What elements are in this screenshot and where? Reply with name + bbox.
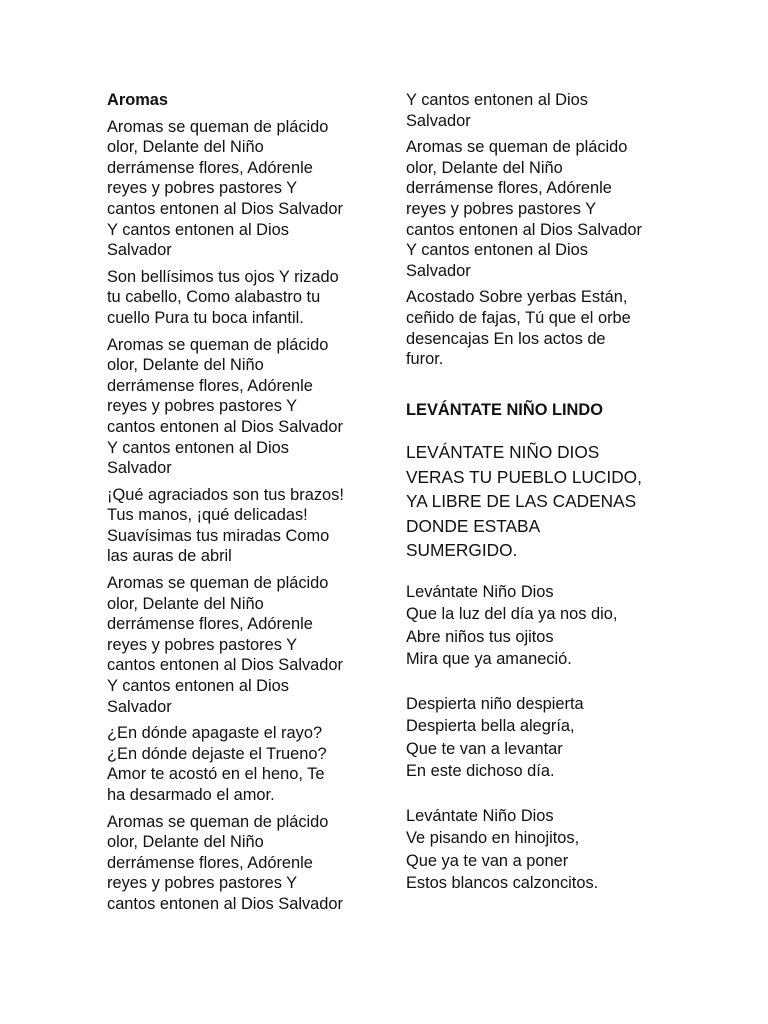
verse-paragraph: Son bellísimos tus ojos Y rizado tu cabello, Como alabastro tu cuello Pura tu boca infantil.	[107, 267, 339, 327]
verse-paragraph: Aromas se queman de plácido olor, Delante del Niño derrámense flores, Adórenle reyes y pobres pastores Y cantos entonen al Dios Salvador Y cantos entonen al Dios Salvador	[107, 335, 343, 478]
stanza: Despierta niño despierta Despierta bella alegría, Que te van a levantar En este dichoso día.	[406, 694, 584, 781]
stanza: Levántate Niño Dios Que la luz del día ya nos dio, Abre niños tus ojitos Mira que ya amaneció.	[406, 582, 618, 669]
verse-paragraph: Aromas se queman de plácido olor, Delante del Niño derrámense flores, Adórenle reyes y pobres pastores Y cantos entonen al Dios Salvador Y cantos entonen al Dios Salvador	[107, 574, 343, 716]
verse-paragraph: Acostado Sobre yerbas Están, ceñido de fajas, Tú que el orbe desencajas En los actos de furor.	[406, 288, 631, 369]
verse-paragraph: Y cantos entonen al Dios Salvador	[406, 91, 588, 130]
stanza: Levántate Niño Dios Ve pisando en hinojitos, Que ya te van a poner Estos blancos calzoncitos.	[406, 806, 599, 893]
left-column	[107, 90, 372, 921]
uppercase-verse: LEVÁNTATE NIÑO DIOS VERAS TU PUEBLO LUCIDO, YA LIBRE DE LAS CADENAS DONDE ESTABA SUMERGIDO.	[406, 442, 642, 561]
verse-paragraph: Aromas se queman de plácido olor, Delante del Niño derrámense flores, Adórenle reyes y pobres pastores Y cantos entonen al Dios Salvador Y cantos entonen al Dios Salvador	[107, 117, 343, 260]
right-column	[406, 90, 671, 917]
verse-paragraph: ¿En dónde apagaste el rayo? ¿En dónde dejaste el Trueno? Amor te acostó en el heno, Te ha desarmado el amor.	[107, 724, 327, 804]
verse-paragraph: Aromas se queman de plácido olor, Delante del Niño derrámense flores, Adórenle reyes y pobres pastores Y cantos entonen al Dios Salvador Y cantos entonen al Dios Salvador	[406, 138, 642, 280]
song-title-aromas: Aromas	[107, 91, 169, 109]
verse-paragraph: ¡Qué agraciados son tus brazos! Tus manos, ¡qué delicadas! Suavísimas tus miradas Como las auras de abril	[107, 485, 344, 566]
song-title-levantate: LEVÁNTATE NIÑO LINDO	[406, 400, 603, 419]
verse-paragraph: Aromas se queman de plácido olor, Delante del Niño derrámense flores, Adórenle reyes y pobres pastores Y cantos entonen al Dios Salvador	[107, 812, 343, 913]
